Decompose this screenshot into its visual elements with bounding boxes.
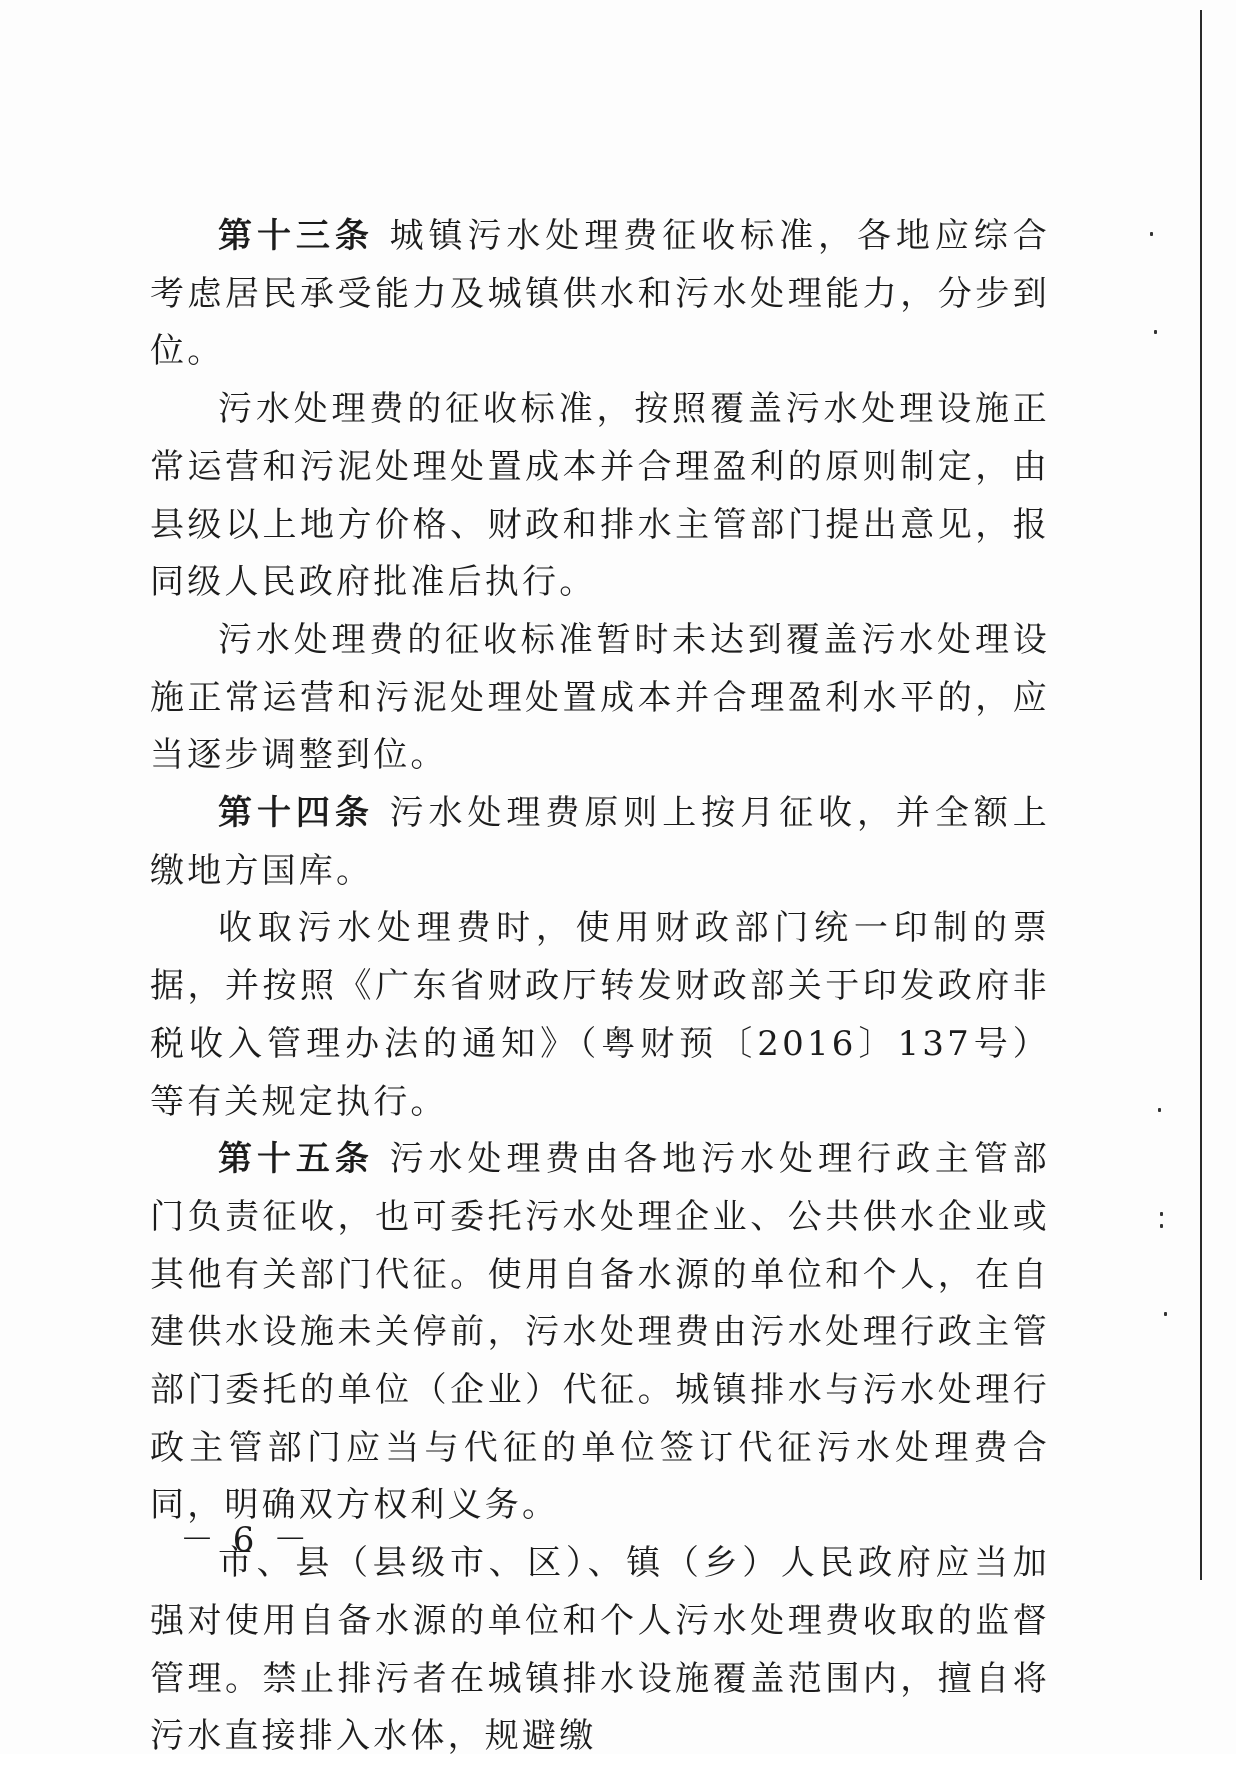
paragraph-text: 污水处理费由各地污水处理行政主管部门负责征收，也可委托污水处理企业、公共供水企业或其他有关部门代征。使用自备水源的单位和个人，在自建供水设施未关停前，污水处理费由污水处理行政主管部门委托的单位（企业）代征。城镇排水与污水处理行政主管部门应当与代征的单位签订代征污水处理费合同，明确双方权利义务。 (150, 1139, 1050, 1526)
scan-speck (1160, 1212, 1163, 1216)
paragraph-article-14 (150, 785, 1050, 900)
article-heading: 第十五条 (218, 1139, 374, 1180)
page-number: － 6 － (180, 1520, 312, 1560)
paragraph-article-13 (150, 208, 1050, 381)
paragraph-text: 污水处理费原则上按月征收，并全额上缴地方国库。 (150, 793, 1050, 891)
paragraph-text: 城镇污水处理费征收标准，各地应综合考虑居民承受能力及城镇供水和污水处理能力，分步到位。 (150, 216, 1050, 372)
article-heading: 第十四条 (218, 793, 374, 834)
scan-speck (1154, 330, 1157, 334)
paragraph (150, 381, 1050, 612)
scan-speck (1164, 1312, 1167, 1316)
paragraph (150, 1535, 1050, 1766)
paragraph-text: 收取污水处理费时，使用财政部门统一印制的票据，并按照《广东省财政厅转发财政部关于印发政府非税收入管理办法的通知》（粤财预〔2016〕137号）等有关规定执行。 (150, 908, 1050, 1122)
scan-edge-line (1200, 10, 1202, 1580)
scan-speck (1160, 1224, 1163, 1228)
paragraph-text: 污水处理费的征收标准，按照覆盖污水处理设施正常运营和污泥处理处置成本并合理盈利的原则制定，由县级以上地方价格、财政和排水主管部门提出意见，报同级人民政府批准后执行。 (150, 389, 1050, 603)
scan-speck (1150, 232, 1153, 236)
article-heading: 第十三条 (218, 216, 374, 256)
paragraph-text: 市、县（县级市、区）、镇（乡）人民政府应当加强对使用自备水源的单位和个人污水处理费收取的监督管理。禁止排污者在城镇排水设施覆盖范围内，擅自将污水直接排入水体，规避缴 (150, 1543, 1050, 1757)
paragraph (150, 612, 1050, 785)
scan-speck (1158, 1108, 1161, 1112)
paragraph (150, 900, 1050, 1131)
paragraph-text: 污水处理费的征收标准暂时未达到覆盖污水处理设施正常运营和污泥处理处置成本并合理盈利水平的，应当逐步调整到位。 (150, 619, 1050, 776)
paragraph-article-15 (150, 1131, 1050, 1535)
